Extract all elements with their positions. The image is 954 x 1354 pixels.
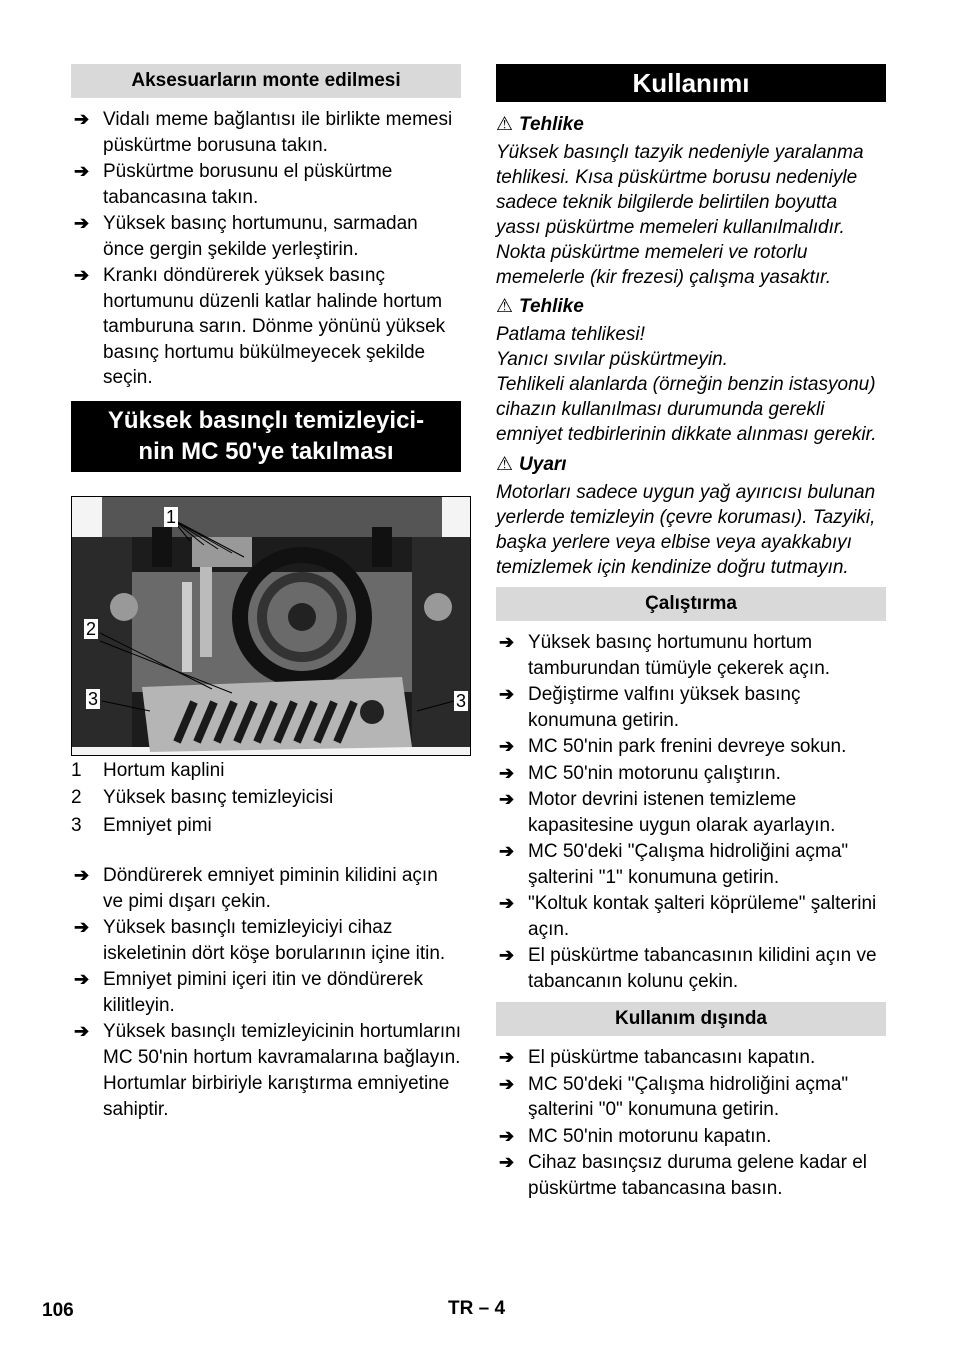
- list-item: ➔ MC 50'nin motorunu çalıştırın.: [496, 761, 886, 787]
- warning-triangle-icon: ⚠: [496, 454, 514, 475]
- list-item: ➔ Yüksek basınç hortumunu hortum tamburundan tümüyle çekerek açın.: [499, 632, 831, 679]
- figure-legend: [71, 757, 461, 840]
- operation-heading: Kullanımı: [496, 64, 886, 102]
- arrow-right-icon: ➔: [499, 1047, 515, 1067]
- arrow-right-icon: ➔: [74, 969, 90, 989]
- arrow-right-icon: ➔: [74, 161, 90, 181]
- list-item: ➔ Değiştirme valfını yüksek basınç konumuna getirin.: [499, 684, 801, 731]
- stop-heading: Kullanım dışında: [496, 1002, 886, 1036]
- arrow-right-icon: ➔: [499, 945, 515, 965]
- list-item: ➔ Yüksek basınçlı temizleyicinin hortumlarını MC 50'nin hortum kavramalarına bağlayın.: [74, 1021, 461, 1068]
- arrow-right-icon: ➔: [499, 684, 515, 704]
- mount-steps: [71, 863, 461, 1070]
- warning-block: [496, 452, 886, 580]
- list-item: ➔ Motor devrini istenen temizleme kapasitesine uygun olarak ayarlayın.: [499, 789, 836, 836]
- callout-3-left: 3: [88, 688, 99, 709]
- mount-heading: Yüksek basınçlı temizleyici- nin MC 50'ye takılması: [71, 401, 461, 472]
- list-item: ➔ MC 50'deki "Çalışma hidroliğini açma" şalterini "1" konumuna getirin.: [499, 841, 849, 888]
- danger-block-1: [496, 112, 886, 290]
- mount-note: Hortumlar birbiriyle karıştırma emniyetine sahiptir.: [103, 1073, 450, 1120]
- legend-item: 1 Hortum kaplini: [71, 759, 225, 781]
- list-item: ➔ Emniyet pimini içeri itin ve döndürerek kilitleyin.: [74, 969, 423, 1016]
- language-page-label: TR – 4: [448, 1298, 506, 1319]
- right-column: [496, 64, 886, 1202]
- stop-steps: [496, 1045, 886, 1201]
- arrow-right-icon: ➔: [74, 213, 90, 233]
- arrow-right-icon: ➔: [74, 917, 90, 937]
- list-item: ➔ Vidalı meme bağlantısı ile birlikte memesi püskürtme borusuna takın.: [74, 109, 453, 156]
- callout-3-right: 3: [456, 690, 467, 711]
- list-item: ➔ MC 50'deki "Çalışma hidroliğini açma" şalterini "0" konumuna getirin.: [499, 1073, 849, 1120]
- list-item: ➔ El püskürtme tabancasının kilidini açın ve tabancanın kolunu çekin.: [499, 945, 877, 992]
- arrow-right-icon: ➔: [499, 1152, 515, 1172]
- arrow-right-icon: ➔: [499, 632, 515, 652]
- list-item: ➔ MC 50'nin park frenini devreye sokun.: [496, 734, 886, 760]
- arrow-right-icon: ➔: [74, 109, 90, 129]
- arrow-right-icon: ➔: [499, 1125, 515, 1146]
- danger-text: Yüksek basınçlı tazyik nedeniyle yaralanma tehlikesi. Kısa püskürtme borusu nedeniyle sadece teknik bilgilerde belirtilen boyutta yassı püskürtme memeleri kullanılmalıdır. Nokta püskürtme memeleri ve rotorlu memelerle (kir frezesi) çalışma yasaktır.: [496, 142, 864, 288]
- list-item: ➔ El püskürtme tabancasını kapatın.: [496, 1045, 886, 1071]
- list-item: ➔ Püskürtme borusunu el püskürtme tabancasına takın.: [74, 161, 393, 208]
- callout-1: 1: [166, 506, 177, 527]
- danger-text-line-3: Tehlikeli alanlarda (örneğin benzin istasyonu) cihazın kullanılması durumunda gerekli emniyet tedbirlerinin dikkate alınması gerekir.: [496, 374, 877, 445]
- arrow-right-icon: ➔: [499, 789, 515, 809]
- list-item: ➔ Döndürerek emniyet piminin kilidini açın ve pimi dışarı çekin.: [74, 865, 438, 912]
- legend-item: 3 Emniyet pimi: [71, 814, 212, 836]
- arrow-right-icon: ➔: [499, 1073, 515, 1094]
- callout-2: 2: [86, 618, 97, 639]
- arrow-right-icon: ➔: [499, 893, 515, 913]
- danger-text-line-1: Patlama tehlikesi!: [496, 324, 645, 345]
- start-steps: [496, 630, 886, 994]
- list-item: ➔ Krankı döndürerek yüksek basınç hortumunu düzenli katlar halinde hortum tamburuna sarın. Dönme yönünü yüksek basınç hortumu bükülmeyecek şekilde seçin.: [74, 265, 446, 388]
- warning-title: ⚠ Uyarı: [496, 454, 567, 475]
- warning-text: Motorları sadece uygun yağ ayırıcısı bulunan yerlerde temizleyin (çevre koruması). Tazyiki, başka yerlere veya elbise veya ayakkabıyı temizlemek için kendinize doğru tutmayın.: [496, 482, 876, 578]
- legend-item: 2 Yüksek basınç temizleyicisi: [71, 787, 334, 808]
- arrow-right-icon: ➔: [74, 265, 90, 285]
- arrow-right-icon: ➔: [499, 762, 515, 783]
- accessories-heading: Aksesuarların monte edilmesi: [71, 64, 461, 98]
- start-heading: Çalıştırma: [496, 587, 886, 621]
- accessories-steps: [71, 107, 461, 391]
- list-item: ➔ "Koltuk kontak şalteri köprüleme" şalterini açın.: [499, 893, 877, 940]
- page-number: 106: [42, 1300, 74, 1321]
- danger-text-line-2: Yanıcı sıvılar püskürtmeyin.: [496, 349, 728, 370]
- list-item: ➔ Cihaz basınçsız duruma gelene kadar el püskürtme tabancasına basın.: [499, 1152, 868, 1199]
- arrow-right-icon: ➔: [74, 1021, 90, 1041]
- list-item: ➔ MC 50'nin motorunu kapatın.: [496, 1124, 886, 1150]
- machine-illustration: [72, 497, 470, 755]
- list-item: ➔ Yüksek basınçlı temizleyiciyi cihaz iskeletinin dört köşe borularının içine itin.: [74, 917, 446, 964]
- warning-triangle-icon: ⚠: [496, 296, 514, 317]
- machine-photo: [71, 496, 471, 756]
- danger-title: ⚠ Tehlike: [496, 114, 584, 135]
- arrow-right-icon: ➔: [499, 736, 515, 756]
- danger-block-2: [496, 294, 886, 447]
- arrow-right-icon: ➔: [499, 841, 515, 861]
- danger-title: ⚠ Tehlike: [496, 296, 584, 317]
- arrow-right-icon: ➔: [74, 865, 90, 885]
- left-column: [71, 64, 467, 1122]
- warning-triangle-icon: ⚠: [496, 114, 514, 135]
- list-item: ➔ Yüksek basınç hortumunu, sarmadan önce gergin şekilde yerleştirin.: [74, 213, 418, 260]
